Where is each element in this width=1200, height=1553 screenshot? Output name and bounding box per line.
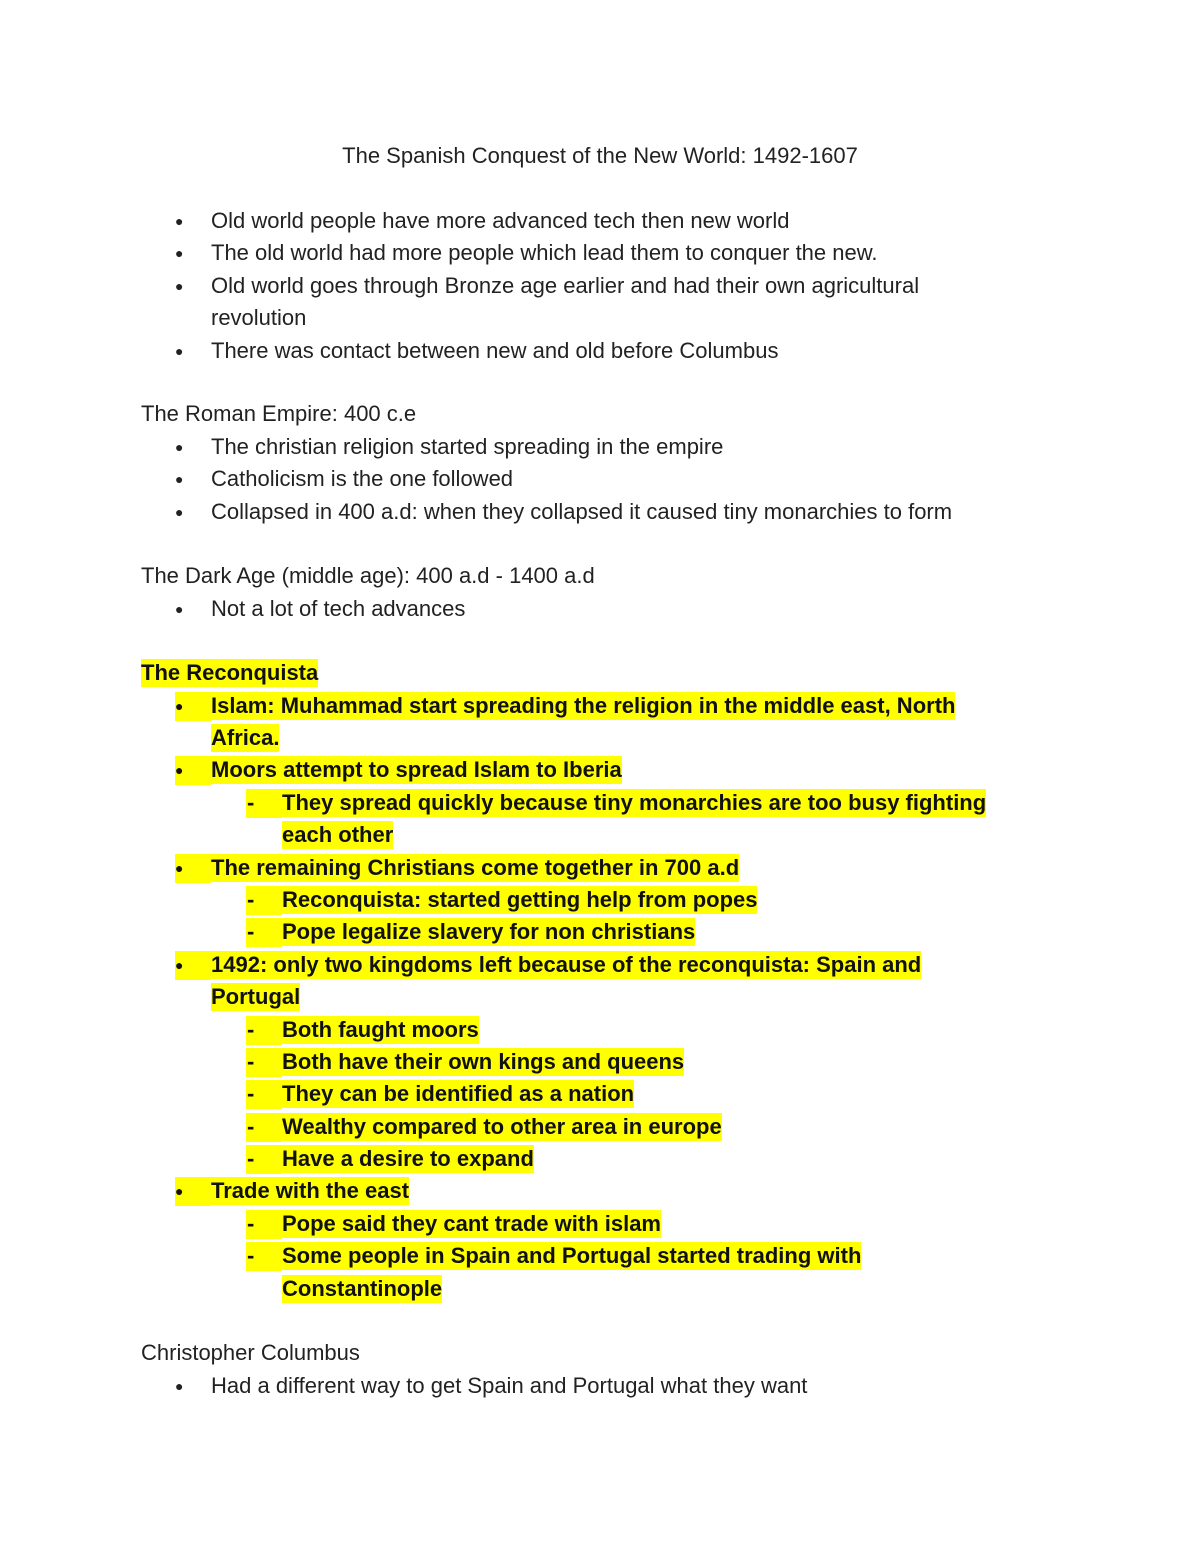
sub-list-item: Reconquista: started getting help from popes (282, 887, 758, 912)
bullet-icon: ● (175, 245, 184, 261)
bullet-icon: ● (175, 504, 184, 520)
bullet-icon: ● (175, 1177, 189, 1205)
list-item: There was contact between new and old before Columbus (211, 338, 779, 363)
dash-icon: - (247, 1017, 255, 1042)
list-item: Old world people have more advanced tech then new world (211, 208, 790, 233)
dash-icon: - (247, 1114, 255, 1139)
list-item: The remaining Christians come together in 700 a.d (211, 855, 740, 880)
dash-icon: - (247, 1211, 255, 1236)
list-item: Collapsed in 400 a.d: when they collapsed it caused tiny monarchies to form (211, 499, 953, 524)
sub-list-item: Pope said they cant trade with islam (282, 1211, 661, 1236)
list-item: Moors attempt to spread Islam to Iberia (211, 757, 622, 782)
bullet-icon: ● (175, 471, 184, 487)
bullet-icon: ● (175, 278, 184, 294)
bullet-icon: ● (175, 601, 184, 617)
sub-list-item: They can be identified as a nation (282, 1081, 635, 1106)
sub-list-item: Wealthy compared to other area in europe (282, 1114, 722, 1139)
sub-list-item: Some people in Spain and Portugal started trading with (282, 1243, 862, 1268)
list-item: The christian religion started spreading in the empire (211, 434, 724, 459)
sub-list-item: Pope legalize slavery for non christians (282, 919, 696, 944)
dash-icon: - (247, 1243, 255, 1268)
sub-list-item: They spread quickly because tiny monarchies are too busy fighting (282, 790, 987, 815)
dash-icon: - (247, 887, 255, 912)
list-item: Not a lot of tech advances (211, 596, 466, 621)
dash-icon: - (247, 1146, 255, 1171)
bullet-icon: ● (175, 756, 189, 784)
sub-list-item: Both have their own kings and queens (282, 1049, 685, 1074)
bullet-icon: ● (175, 951, 189, 979)
list-item: 1492: only two kingdoms left because of the reconquista: Spain and (211, 952, 922, 977)
bullet-icon: ● (175, 692, 189, 720)
document-title: The Spanish Conquest of the New World: 1492-1607 (342, 143, 858, 168)
bullet-icon: ● (175, 213, 184, 229)
section-heading-reconquista: The Reconquista (141, 660, 319, 685)
bullet-icon: ● (175, 1378, 184, 1394)
dash-icon: - (247, 1081, 255, 1106)
dash-icon: - (247, 790, 255, 815)
bullet-icon: ● (175, 854, 189, 882)
list-item: Old world goes through Bronze age earlier and had their own agricultural (211, 273, 920, 298)
list-item: Trade with the east (211, 1178, 410, 1203)
list-item-continuation: revolution (211, 305, 307, 330)
sub-list-item: Have a desire to expand (282, 1146, 534, 1171)
sub-list-item-continuation: Constantinople (282, 1276, 443, 1301)
bullet-icon: ● (175, 343, 184, 359)
bullet-icon: ● (175, 439, 184, 455)
list-item: The old world had more people which lead them to conquer the new. (211, 240, 878, 265)
section-heading-roman: The Roman Empire: 400 c.e (141, 401, 417, 426)
section-heading-columbus: Christopher Columbus (141, 1340, 360, 1365)
dash-icon: - (247, 1049, 255, 1074)
sub-list-item: Both faught moors (282, 1017, 479, 1042)
list-item: Islam: Muhammad start spreading the religion in the middle east, North (211, 693, 956, 718)
section-heading-dark-age: The Dark Age (middle age): 400 a.d - 1400 a.d (141, 563, 595, 588)
list-item: Catholicism is the one followed (211, 466, 514, 491)
sub-list-item-continuation: each other (282, 822, 394, 847)
list-item: Had a different way to get Spain and Portugal what they want (211, 1373, 808, 1398)
list-item-continuation: Africa. (211, 725, 280, 750)
list-item-continuation: Portugal (211, 984, 301, 1009)
dash-icon: - (247, 919, 255, 944)
